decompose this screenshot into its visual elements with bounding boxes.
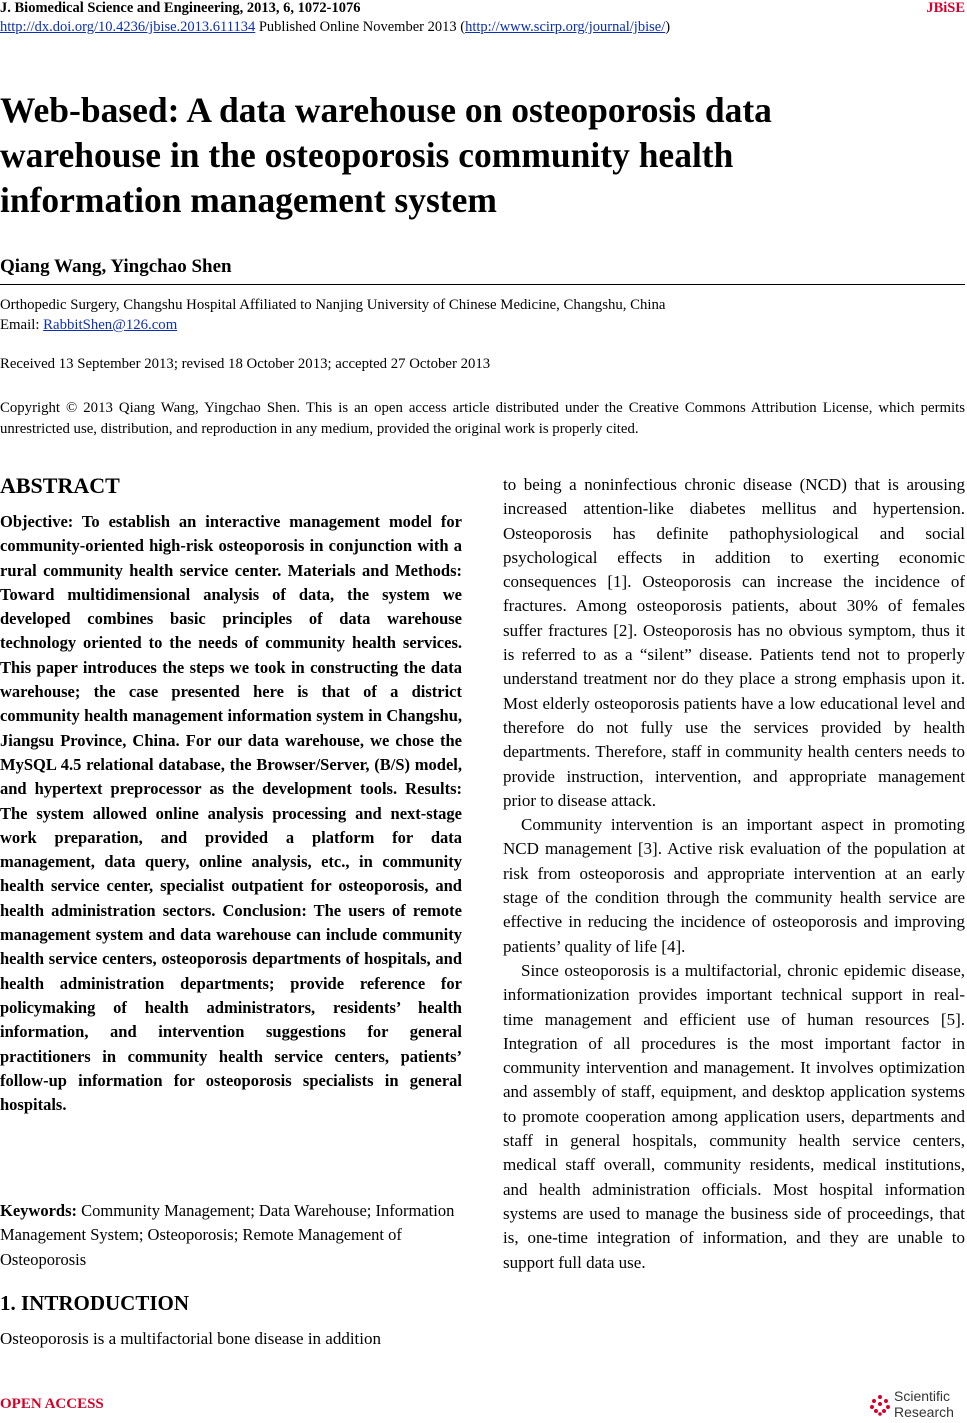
paragraph: Community intervention is an important aspect in promoting NCD management [3]. Active risk evaluation of the population at risk from osteoporosis and appropriate intervention at an early stage of the condition through the community health service are effective in reducing the incidence of osteoporosis and improving patients’ quality of life [4]. — [503, 815, 965, 956]
received-dates: Received 13 September 2013; revised 18 October 2013; accepted 27 October 2013 — [0, 356, 491, 372]
abstract-heading: ABSTRACT — [0, 473, 120, 498]
paragraph: to being a noninfectious chronic disease (NCD) that is arousing increased attention-like diabetes mellitus and hypertension. Osteoporosis has definite pathophysiological and social psychological effects in addition to exerting economic consequences [1]. Osteoporosis can increase the incidence of fractures. Among osteoporosis patients, about 30% of females suffer fractures [2]. Osteoporosis has no obvious symptom, thus it is referred to as a “silent” disease. Patients tend not to properly understand treatment nor do they place a strong emphasis upon it. Most elderly osteoporosis patients have a low educational level and therefore do not fully use the services provided by health departments. Therefore, staff in community health centers needs to provide instruction, intervention, and appropriate management prior to disease attack. — [503, 475, 965, 810]
scirp-logo-icon — [869, 1394, 891, 1416]
divider — [0, 284, 965, 285]
affiliation: Orthopedic Surgery, Changshu Hospital Affiliated to Nanjing University of Chinese Medicine, Changshu, China — [0, 297, 666, 313]
journal-link[interactable]: http://www.scirp.org/journal/jbise/ — [465, 19, 666, 35]
scientific-research-logo — [869, 1388, 965, 1422]
logo-text — [894, 1388, 954, 1420]
paper-title: Web-based: A data warehouse on osteoporosis data warehouse in the osteoporosis community health information management system — [0, 90, 772, 220]
closing-paren: ) — [665, 19, 671, 35]
abstract-body: Objective: To establish an interactive management model for community-oriented high-risk osteoporosis in conjunction with a rural community health service center. Materials and Methods: Toward multidimensional analysis of data, the system we developed combines basic principles of data warehouse technology oriented to the needs of community health services. This paper introduces the steps we took in constructing the data warehouse; the case presented here is that of a district community health management information system in Changshu, Jiangsu Province, China. For our data warehouse, we chose the MySQL 4.5 relational database, the Browser/Server, (B/S) model, and hypertext preprocessor as the development tools. Results: The system allowed online analysis processing and next-stage work preparation, and provided a platform for data management, data query, online analysis, etc., in community health service center, specialist outpatient for osteoporosis, and health administration sectors. Conclusion: The users of remote management system and data warehouse can include community health service centers, osteoporosis departments of hospitals, and health administration departments; provide reference for policymaking of health administrators, residents’ health information, and intervention suggestions for general practitioners in community health service centers, patients’ follow-up information for osteoporosis specialists in general hospitals. — [0, 512, 462, 1115]
email-line — [0, 315, 965, 335]
logo-line: Research — [894, 1404, 954, 1420]
intro-paragraph: Osteoporosis is a multifactorial bone disease in addition — [0, 1329, 382, 1348]
logo-line: Scientific — [894, 1388, 951, 1404]
intro-heading: 1. INTRODUCTION — [0, 1291, 190, 1315]
keywords-label: Keywords: — [0, 1201, 77, 1220]
right-column — [503, 473, 965, 1275]
paragraph: Since osteoporosis is a multifactorial, chronic epidemic disease, informationization provides important technical support in real-time management and efficient use of human resources [5]. Integration of all procedures is the most important factor in community intervention and management. It involves optimization and assembly of staff, equipment, and desktop application systems to promote cooperation among application users, departments and staff in general hospitals, community health service centers, medical staff overall, community residents, medical institutions, and health administration officials. Most hospital information systems are used to manage the business side of proceedings, that is, one-time integration of information, and they are unable to support full data use. — [503, 960, 965, 1272]
open-access-label: OPEN ACCESS — [0, 1396, 104, 1412]
keywords-text: Community Management; Data Warehouse; Information Management System; Osteoporosis; Remote Management of Osteoporosis — [0, 1201, 455, 1269]
published-text: Published Online November 2013 ( — [255, 19, 466, 35]
affiliation-block — [0, 295, 965, 335]
copyright-notice: Copyright © 2013 Qiang Wang, Yingchao Shen. This is an open access article distributed under the Creative Commons Attribution License, which permits unrestricted use, distribution, and reproduction in any medium, provided the original work is properly cited. — [0, 400, 965, 437]
publication-info — [0, 19, 670, 36]
journal-citation: J. Biomedical Science and Engineering, 2013, 6, 1072-1076 — [0, 0, 361, 16]
journal-abbrev: JBiSE — [926, 0, 965, 16]
email-link[interactable]: RabbitShen@126.com — [43, 317, 178, 333]
doi-link[interactable]: http://dx.doi.org/10.4236/jbise.2013.611134 — [0, 19, 256, 35]
email-label: Email: — [0, 317, 44, 333]
keywords — [0, 1199, 462, 1272]
authors: Qiang Wang, Yingchao Shen — [0, 256, 232, 277]
